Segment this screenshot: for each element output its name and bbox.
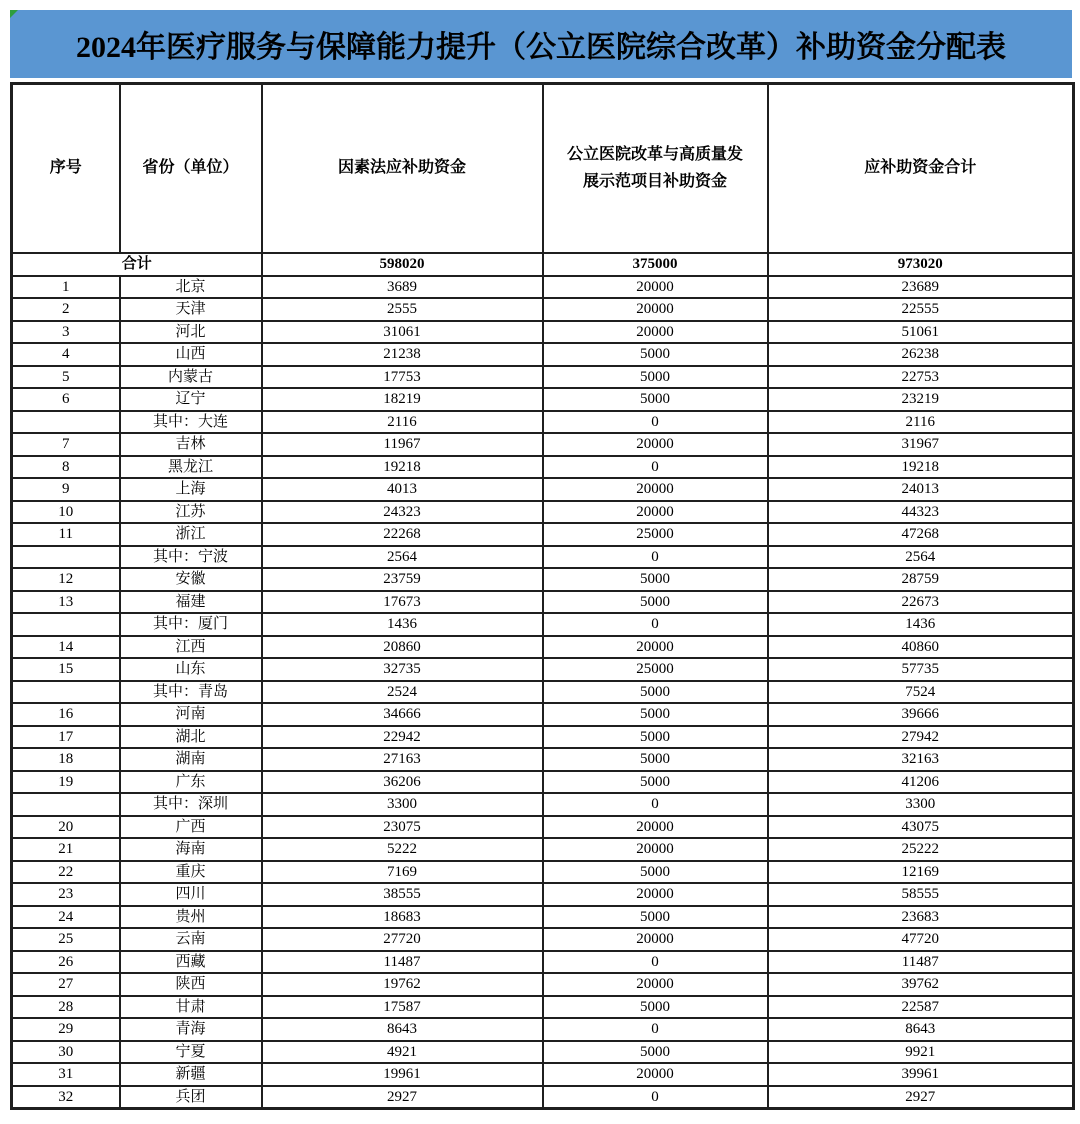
region-cell: 宁夏	[120, 1041, 262, 1064]
total-amount-cell: 40860	[768, 636, 1074, 659]
factor-amount-cell: 8643	[262, 1018, 543, 1041]
table-row	[12, 816, 1074, 839]
table-row	[12, 951, 1074, 974]
region-cell: 西藏	[120, 951, 262, 974]
factor-amount-cell: 3300	[262, 793, 543, 816]
header-total-amount: 应补助资金合计	[768, 84, 1074, 254]
region-cell: 江西	[120, 636, 262, 659]
header-factor-amount: 因素法应补助资金	[262, 84, 543, 254]
table-row	[12, 276, 1074, 299]
table-row	[12, 1018, 1074, 1041]
factor-amount-cell: 20860	[262, 636, 543, 659]
region-cell: 安徽	[120, 568, 262, 591]
serial-cell	[12, 793, 120, 816]
table-row	[12, 478, 1074, 501]
demo-amount-cell: 20000	[543, 883, 768, 906]
region-cell: 天津	[120, 298, 262, 321]
factor-amount-cell: 11967	[262, 433, 543, 456]
region-cell: 兵团	[120, 1086, 262, 1109]
factor-amount-cell: 19961	[262, 1063, 543, 1086]
factor-amount-cell: 1436	[262, 613, 543, 636]
table-row	[12, 703, 1074, 726]
region-cell: 其中：大连	[120, 411, 262, 434]
total-amount-cell: 41206	[768, 771, 1074, 794]
serial-cell: 16	[12, 703, 120, 726]
total-amount-cell: 58555	[768, 883, 1074, 906]
region-cell: 上海	[120, 478, 262, 501]
region-cell: 吉林	[120, 433, 262, 456]
factor-amount-cell: 36206	[262, 771, 543, 794]
serial-cell: 7	[12, 433, 120, 456]
factor-amount-cell: 22268	[262, 523, 543, 546]
table-row	[12, 771, 1074, 794]
title-band	[10, 10, 1072, 78]
factor-amount-cell: 11487	[262, 951, 543, 974]
table-subrow	[12, 613, 1074, 636]
region-cell: 云南	[120, 928, 262, 951]
total-amount-cell: 39762	[768, 973, 1074, 996]
total-amount-cell: 11487	[768, 951, 1074, 974]
factor-amount-cell: 19218	[262, 456, 543, 479]
serial-cell: 18	[12, 748, 120, 771]
serial-cell: 1	[12, 276, 120, 299]
region-cell: 湖南	[120, 748, 262, 771]
total-amount-cell: 22673	[768, 591, 1074, 614]
total-amount-cell: 47720	[768, 928, 1074, 951]
demo-amount-cell: 5000	[543, 681, 768, 704]
region-cell: 河北	[120, 321, 262, 344]
demo-amount-cell: 0	[543, 1086, 768, 1109]
serial-cell: 15	[12, 658, 120, 681]
demo-amount-cell: 5000	[543, 861, 768, 884]
serial-cell: 9	[12, 478, 120, 501]
serial-cell: 2	[12, 298, 120, 321]
total-amount-cell: 25222	[768, 838, 1074, 861]
factor-amount-cell: 17587	[262, 996, 543, 1019]
total-amount-cell: 23219	[768, 388, 1074, 411]
demo-amount-cell: 5000	[543, 748, 768, 771]
demo-amount-cell: 20000	[543, 973, 768, 996]
factor-amount-cell: 23759	[262, 568, 543, 591]
total-amount-cell: 44323	[768, 501, 1074, 524]
region-cell: 山东	[120, 658, 262, 681]
serial-cell: 13	[12, 591, 120, 614]
factor-amount-cell: 23075	[262, 816, 543, 839]
demo-amount-cell: 20000	[543, 433, 768, 456]
factor-amount-cell: 18219	[262, 388, 543, 411]
region-cell: 青海	[120, 1018, 262, 1041]
region-cell: 其中：深圳	[120, 793, 262, 816]
demo-amount-cell: 25000	[543, 523, 768, 546]
factor-amount-cell: 22942	[262, 726, 543, 749]
region-cell: 四川	[120, 883, 262, 906]
allocation-table	[10, 82, 1075, 1110]
total-amount-cell: 3300	[768, 793, 1074, 816]
table-row	[12, 568, 1074, 591]
serial-cell	[12, 411, 120, 434]
total-amount-cell: 47268	[768, 523, 1074, 546]
demo-amount-cell: 5000	[543, 1041, 768, 1064]
factor-amount-cell: 4921	[262, 1041, 543, 1064]
total-amount-cell: 51061	[768, 321, 1074, 344]
total-label-cell: 合计	[12, 253, 262, 276]
total-amount-cell: 12169	[768, 861, 1074, 884]
region-cell: 浙江	[120, 523, 262, 546]
total-factor-cell: 598020	[262, 253, 543, 276]
serial-cell: 10	[12, 501, 120, 524]
demo-amount-cell: 20000	[543, 298, 768, 321]
demo-amount-cell: 20000	[543, 636, 768, 659]
region-cell: 江苏	[120, 501, 262, 524]
total-amount-cell: 23683	[768, 906, 1074, 929]
total-amount-cell: 2116	[768, 411, 1074, 434]
total-amount-cell: 26238	[768, 343, 1074, 366]
serial-cell: 28	[12, 996, 120, 1019]
total-amount-cell: 22587	[768, 996, 1074, 1019]
table-row	[12, 996, 1074, 1019]
serial-cell: 5	[12, 366, 120, 389]
total-amount-cell: 32163	[768, 748, 1074, 771]
region-cell: 北京	[120, 276, 262, 299]
total-amount-cell: 22555	[768, 298, 1074, 321]
factor-amount-cell: 21238	[262, 343, 543, 366]
table-row	[12, 366, 1074, 389]
demo-amount-cell: 20000	[543, 1063, 768, 1086]
serial-cell: 29	[12, 1018, 120, 1041]
serial-cell: 19	[12, 771, 120, 794]
factor-amount-cell: 2927	[262, 1086, 543, 1109]
demo-amount-cell: 5000	[543, 726, 768, 749]
table-subrow	[12, 681, 1074, 704]
serial-cell: 31	[12, 1063, 120, 1086]
serial-cell: 21	[12, 838, 120, 861]
total-amount-cell: 2564	[768, 546, 1074, 569]
table-row	[12, 748, 1074, 771]
table-row	[12, 726, 1074, 749]
total-amount-cell: 8643	[768, 1018, 1074, 1041]
table-row	[12, 591, 1074, 614]
total-row	[12, 253, 1074, 276]
total-amount-cell: 24013	[768, 478, 1074, 501]
demo-amount-cell: 0	[543, 793, 768, 816]
factor-amount-cell: 27163	[262, 748, 543, 771]
demo-amount-cell: 20000	[543, 501, 768, 524]
table-row	[12, 433, 1074, 456]
region-cell: 广东	[120, 771, 262, 794]
region-cell: 辽宁	[120, 388, 262, 411]
factor-amount-cell: 18683	[262, 906, 543, 929]
serial-cell: 25	[12, 928, 120, 951]
demo-amount-cell: 0	[543, 1018, 768, 1041]
table-row	[12, 1086, 1074, 1109]
serial-cell: 20	[12, 816, 120, 839]
demo-amount-cell: 5000	[543, 343, 768, 366]
region-cell: 贵州	[120, 906, 262, 929]
table-row	[12, 906, 1074, 929]
serial-cell	[12, 613, 120, 636]
total-demo-cell: 375000	[543, 253, 768, 276]
total-amount-cell: 39961	[768, 1063, 1074, 1086]
total-amount-cell: 19218	[768, 456, 1074, 479]
table-subrow	[12, 793, 1074, 816]
serial-cell: 23	[12, 883, 120, 906]
factor-amount-cell: 3689	[262, 276, 543, 299]
demo-amount-cell: 0	[543, 456, 768, 479]
demo-amount-cell: 5000	[543, 591, 768, 614]
serial-cell: 22	[12, 861, 120, 884]
serial-cell: 4	[12, 343, 120, 366]
factor-amount-cell: 24323	[262, 501, 543, 524]
demo-amount-cell: 5000	[543, 366, 768, 389]
table-row	[12, 1041, 1074, 1064]
table-row	[12, 838, 1074, 861]
total-amount-cell: 39666	[768, 703, 1074, 726]
factor-amount-cell: 17753	[262, 366, 543, 389]
table-row	[12, 973, 1074, 996]
demo-amount-cell: 5000	[543, 771, 768, 794]
total-amount-cell: 43075	[768, 816, 1074, 839]
factor-amount-cell: 19762	[262, 973, 543, 996]
demo-amount-cell: 20000	[543, 816, 768, 839]
region-cell: 甘肃	[120, 996, 262, 1019]
demo-amount-cell: 20000	[543, 838, 768, 861]
factor-amount-cell: 2564	[262, 546, 543, 569]
region-cell: 其中：宁波	[120, 546, 262, 569]
total-amount-cell: 22753	[768, 366, 1074, 389]
table-row	[12, 928, 1074, 951]
total-amount-cell: 9921	[768, 1041, 1074, 1064]
factor-amount-cell: 27720	[262, 928, 543, 951]
demo-amount-cell: 5000	[543, 906, 768, 929]
header-serial: 序号	[12, 84, 120, 254]
region-cell: 其中：厦门	[120, 613, 262, 636]
region-cell: 内蒙古	[120, 366, 262, 389]
serial-cell	[12, 546, 120, 569]
table-subrow	[12, 411, 1074, 434]
factor-amount-cell: 7169	[262, 861, 543, 884]
region-cell: 山西	[120, 343, 262, 366]
total-amount-cell: 28759	[768, 568, 1074, 591]
demo-amount-cell: 20000	[543, 321, 768, 344]
total-amount-cell: 23689	[768, 276, 1074, 299]
factor-amount-cell: 2555	[262, 298, 543, 321]
demo-amount-cell: 5000	[543, 703, 768, 726]
table-body	[12, 253, 1074, 1109]
serial-cell: 26	[12, 951, 120, 974]
total-amount-cell: 7524	[768, 681, 1074, 704]
table-row	[12, 343, 1074, 366]
demo-amount-cell: 20000	[543, 478, 768, 501]
total-amount-cell: 2927	[768, 1086, 1074, 1109]
region-cell: 陕西	[120, 973, 262, 996]
header-region: 省份（单位）	[120, 84, 262, 254]
table-row	[12, 298, 1074, 321]
total-amount-cell: 1436	[768, 613, 1074, 636]
demo-amount-cell: 5000	[543, 568, 768, 591]
factor-amount-cell: 32735	[262, 658, 543, 681]
factor-amount-cell: 2524	[262, 681, 543, 704]
serial-cell	[12, 681, 120, 704]
demo-amount-cell: 5000	[543, 388, 768, 411]
serial-cell: 11	[12, 523, 120, 546]
total-amount-cell: 57735	[768, 658, 1074, 681]
factor-amount-cell: 17673	[262, 591, 543, 614]
factor-amount-cell: 5222	[262, 838, 543, 861]
factor-amount-cell: 31061	[262, 321, 543, 344]
table-subrow	[12, 546, 1074, 569]
table-row	[12, 388, 1074, 411]
serial-cell: 27	[12, 973, 120, 996]
total-amount-cell: 27942	[768, 726, 1074, 749]
table-row	[12, 883, 1074, 906]
factor-amount-cell: 34666	[262, 703, 543, 726]
region-cell: 福建	[120, 591, 262, 614]
factor-amount-cell: 38555	[262, 883, 543, 906]
header-demo-amount: 公立医院改革与高质量发展示范项目补助资金	[543, 84, 768, 254]
serial-cell: 24	[12, 906, 120, 929]
demo-amount-cell: 25000	[543, 658, 768, 681]
table-row	[12, 861, 1074, 884]
table-row	[12, 501, 1074, 524]
factor-amount-cell: 4013	[262, 478, 543, 501]
region-cell: 重庆	[120, 861, 262, 884]
table-row	[12, 456, 1074, 479]
demo-amount-cell: 20000	[543, 928, 768, 951]
demo-amount-cell: 0	[543, 546, 768, 569]
region-cell: 海南	[120, 838, 262, 861]
table-row	[12, 658, 1074, 681]
region-cell: 河南	[120, 703, 262, 726]
region-cell: 黑龙江	[120, 456, 262, 479]
green-corner-marker-icon	[10, 10, 18, 18]
demo-amount-cell: 20000	[543, 276, 768, 299]
page-title: 2024年医疗服务与保障能力提升（公立医院综合改革）补助资金分配表	[76, 31, 1006, 64]
table-row	[12, 636, 1074, 659]
serial-cell: 8	[12, 456, 120, 479]
serial-cell: 14	[12, 636, 120, 659]
demo-amount-cell: 5000	[543, 996, 768, 1019]
total-total-cell: 973020	[768, 253, 1074, 276]
serial-cell: 12	[12, 568, 120, 591]
demo-amount-cell: 0	[543, 613, 768, 636]
table-row	[12, 321, 1074, 344]
region-cell: 广西	[120, 816, 262, 839]
header-row	[12, 84, 1074, 254]
region-cell: 其中：青岛	[120, 681, 262, 704]
region-cell: 湖北	[120, 726, 262, 749]
serial-cell: 17	[12, 726, 120, 749]
serial-cell: 6	[12, 388, 120, 411]
table-row	[12, 523, 1074, 546]
serial-cell: 3	[12, 321, 120, 344]
region-cell: 新疆	[120, 1063, 262, 1086]
serial-cell: 32	[12, 1086, 120, 1109]
total-amount-cell: 31967	[768, 433, 1074, 456]
factor-amount-cell: 2116	[262, 411, 543, 434]
demo-amount-cell: 0	[543, 951, 768, 974]
serial-cell: 30	[12, 1041, 120, 1064]
demo-amount-cell: 0	[543, 411, 768, 434]
table-row	[12, 1063, 1074, 1086]
